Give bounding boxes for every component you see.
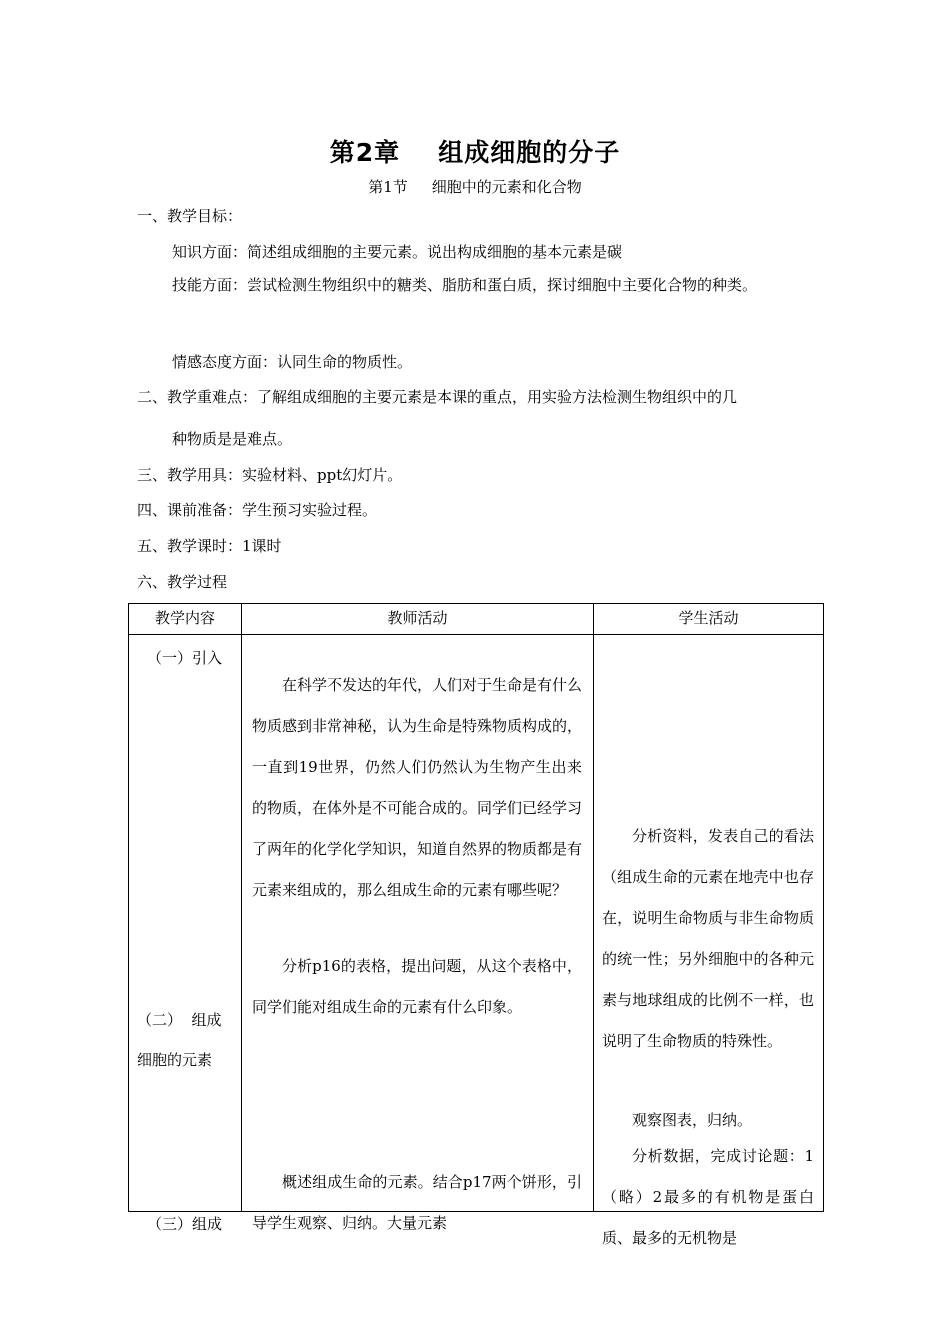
section-name: 细胞中的元素和化合物 <box>431 178 582 196</box>
student-paragraph-discussion: 分析数据，完成讨论题：1（略）2最多的有机物是蛋白质、最多的无机物是 <box>602 1147 814 1247</box>
chapter-number: 第2章 <box>329 138 401 167</box>
teaching-tools: 三、教学用具：实验材料、ppt幻灯片。 <box>137 466 403 484</box>
chapter-title <box>0 133 950 169</box>
objective-knowledge: 知识方面：简述组成细胞的主要元素。说出构成细胞的基本元素是碳 <box>172 243 623 261</box>
teacher-paragraph-elements: 概述组成生命的元素。结合p17两个饼形，引导学生观察、归纳。大量元素 <box>252 1173 582 1232</box>
chapter-name: 组成细胞的分子 <box>438 138 621 167</box>
process-heading: 六、教学过程 <box>137 573 228 591</box>
table-header-row <box>129 604 824 635</box>
student-paragraph-observe: 观察图表，归纳。 <box>632 1111 753 1129</box>
header-student: 学生活动 <box>594 604 824 635</box>
content-column <box>129 635 242 1233</box>
teaching-process-table <box>128 603 824 1247</box>
objectives-heading: 一、教学目标： <box>137 207 243 225</box>
table-body-row <box>129 635 824 1212</box>
teacher-paragraph-intro: 在科学不发达的年代，人们对于生命是有什么物质感到非常神秘，认为生命是特殊物质构成的，一直到19世界，仍然人们仍然认为生物产生出来的物质，在体外是不可能合成的。同学们已经学习了两年的化学化学知识，知道自然界的物质都是有元素来组成的，那么组成生命的元素有哪些呢？ <box>252 676 583 899</box>
section-number: 第1节 <box>368 178 408 196</box>
content-item-elements-line2: 细胞的元素 <box>137 1051 213 1069</box>
content-item-compounds: （三）组成 <box>147 1215 223 1233</box>
header-content: 教学内容 <box>129 604 242 635</box>
objective-skill: 技能方面：尝试检测生物组织中的糖类、脂肪和蛋白质，探讨细胞中主要化合物的种类。 <box>172 276 758 294</box>
objective-emotion: 情感态度方面：认同生命的物质性。 <box>172 353 413 371</box>
section-title <box>0 176 950 197</box>
key-points-line1: 二、教学重难点：了解组成细胞的主要元素是本课的重点，用实验方法检测生物组织中的几 <box>137 388 738 406</box>
content-item-intro: （一）引入 <box>147 649 223 667</box>
student-column <box>594 635 824 1247</box>
key-points-line2: 种物质是是难点。 <box>172 430 293 448</box>
teacher-paragraph-table: 分析p16的表格，提出问题，从这个表格中，同学们能对组成生命的元素有什么印象。 <box>252 957 582 1016</box>
content-item-elements-line1: （二） 组成 <box>137 1011 222 1029</box>
pre-class-preparation: 四、课前准备：学生预习实验过程。 <box>137 501 378 519</box>
header-teacher: 教师活动 <box>242 604 594 635</box>
teacher-column <box>242 635 594 1232</box>
student-paragraph-analysis: 分析资料，发表自己的看法（组成生命的元素在地壳中也存在，说明生命物质与非生命物质的统一性；另外细胞中的各种元素与地球组成的比例不一样，也说明了生命物质的特殊性。 <box>602 827 814 1050</box>
class-hours: 五、教学课时：1课时 <box>137 537 282 555</box>
